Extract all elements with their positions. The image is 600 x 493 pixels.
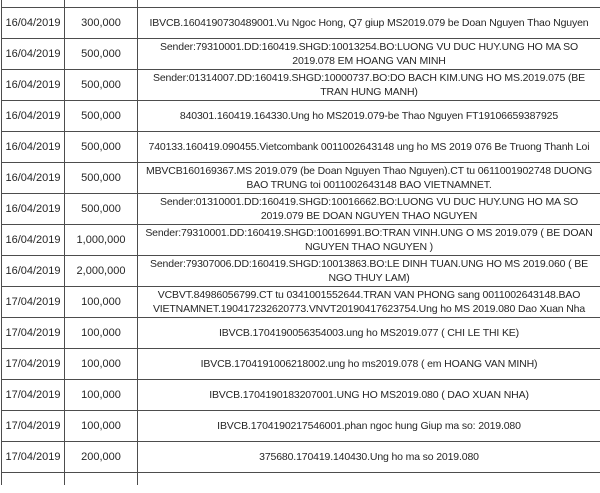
table-row [2, 39, 600, 70]
table-row [2, 411, 600, 442]
amount-cell: 1,000,000 [64, 225, 137, 255]
table-row [2, 70, 600, 101]
date-cell [2, 473, 64, 485]
description-cell: Sender:79307006.DD:160419.SHGD:10013863.BO:LE DINH TUAN.UNG HO MS 2019.060 ( BE NGO THUY LAM) [137, 256, 600, 286]
date-cell: 16/04/2019 [5, 234, 61, 246]
description-cell: 840301.160419.164330.Ung ho MS2019.079-be Thao Nguyen FT19106659387925 [137, 101, 600, 131]
amount-cell: 200,000 [64, 442, 137, 472]
description-cell: Sender:01314007.DD:160419.SHGD:10000737.BO:DO BACH KIM.UNG HO MS.2019.075 (BE TRAN HUNG MANH) [137, 70, 600, 100]
description-cell: MBVCB160169367.MS 2019.079 (be Doan Nguyen Thao Nguyen).CT tu 0611001902748 DUONG BAO TRUNG toi 0011002643148 BAO VIETNAMNET. [137, 163, 600, 193]
date-cell: 16/04/2019 [5, 79, 61, 91]
date-cell [2, 0, 64, 7]
description-cell: 740133.160419.090455.Vietcombank 0011002643148 ung ho MS 2019 076 Be Truong Thanh Loi [137, 132, 600, 162]
amount-cell: 100,000 [64, 349, 137, 379]
date-cell: 17/04/2019 [5, 296, 61, 308]
date-cell: 17/04/2019 [5, 358, 61, 370]
amount-cell: 500,000 [64, 101, 137, 131]
description-cell: Sender:01310001.DD:160419.SHGD:10016662.BO:LUONG VU DUC HUY.UNG HO MA SO 2019.079 BE DOAN NGUYEN THAO NGUYEN [137, 194, 600, 224]
description-cell: VCBVT.84986056799.CT tu 0341001552644.TRAN VAN PHONG sang 0011002643148.BAO VIETNAMNET.190417232620773.VNVT20190417623754.Ung ho MS 2019.080 Dao Xuan Nha [137, 287, 600, 317]
description-cell [137, 0, 600, 7]
table-row [2, 442, 600, 473]
amount-cell: 500,000 [64, 39, 137, 69]
table-row-partial-top [2, 0, 600, 8]
table-row [2, 194, 600, 225]
amount-cell: 2,000,000 [64, 256, 137, 286]
table-row [2, 132, 600, 163]
amount-cell: 500,000 [64, 163, 137, 193]
table-row [2, 163, 600, 194]
date-cell: 17/04/2019 [5, 451, 61, 463]
date-cell: 16/04/2019 [5, 48, 61, 60]
table-row [2, 287, 600, 318]
amount-cell: 100,000 [64, 411, 137, 441]
amount-cell: 500,000 [64, 194, 137, 224]
amount-cell: 100,000 [64, 380, 137, 410]
amount-cell: 500,000 [64, 132, 137, 162]
amount-cell: 100,000 [64, 287, 137, 317]
amount-cell [64, 473, 137, 485]
description-cell: 375680.170419.140430.Ung ho ma so 2019.080 [137, 442, 600, 472]
date-cell: 16/04/2019 [5, 17, 61, 29]
description-cell: IBVCB.1704190217546001.phan ngoc hung Giup ma so: 2019.080 [137, 411, 600, 441]
table-row [2, 349, 600, 380]
amount-cell: 500,000 [64, 70, 137, 100]
amount-cell: 300,000 [64, 8, 137, 38]
transaction-table [1, 0, 600, 485]
description-cell: IBVCB.1704190056354003.ung ho MS2019.077 ( CHI LE THI KE) [137, 318, 600, 348]
table-row-partial-bottom [2, 473, 600, 485]
date-cell: 17/04/2019 [5, 389, 61, 401]
table-row [2, 225, 600, 256]
date-cell: 16/04/2019 [5, 265, 61, 277]
date-cell: 16/04/2019 [5, 172, 61, 184]
table-row [2, 101, 600, 132]
table-row [2, 318, 600, 349]
description-cell: IBVCB.1704190183207001.UNG HO MS2019.080 ( DAO XUAN NHA) [137, 380, 600, 410]
amount-cell [64, 0, 137, 7]
description-cell: IBVCB.1704191006218002.ung ho ms2019.078 ( em HOANG VAN MINH) [137, 349, 600, 379]
date-cell: 16/04/2019 [5, 203, 61, 215]
table-row [2, 380, 600, 411]
table-row [2, 256, 600, 287]
description-cell: IBVCB.1604190730489001.Vu Ngoc Hong, Q7 giup MS2019.079 be Doan Nguyen Thao Nguyen [137, 8, 600, 38]
description-cell: Sender:79310001.DD:160419.SHGD:10013254.BO:LUONG VU DUC HUY.UNG HO MA SO 2019.078 EM HOANG VAN MINH [137, 39, 600, 69]
date-cell: 17/04/2019 [5, 327, 61, 339]
date-cell: 16/04/2019 [5, 141, 61, 153]
description-cell [137, 473, 600, 485]
date-cell: 16/04/2019 [5, 110, 61, 122]
amount-cell: 100,000 [64, 318, 137, 348]
description-cell: Sender:79310001.DD:160419.SHGD:10016991.BO:TRAN VINH.UNG O MS 2019.079 ( BE DOAN NGUYEN THAO NGUYEN ) [137, 225, 600, 255]
table-row [2, 8, 600, 39]
date-cell: 17/04/2019 [5, 420, 61, 432]
